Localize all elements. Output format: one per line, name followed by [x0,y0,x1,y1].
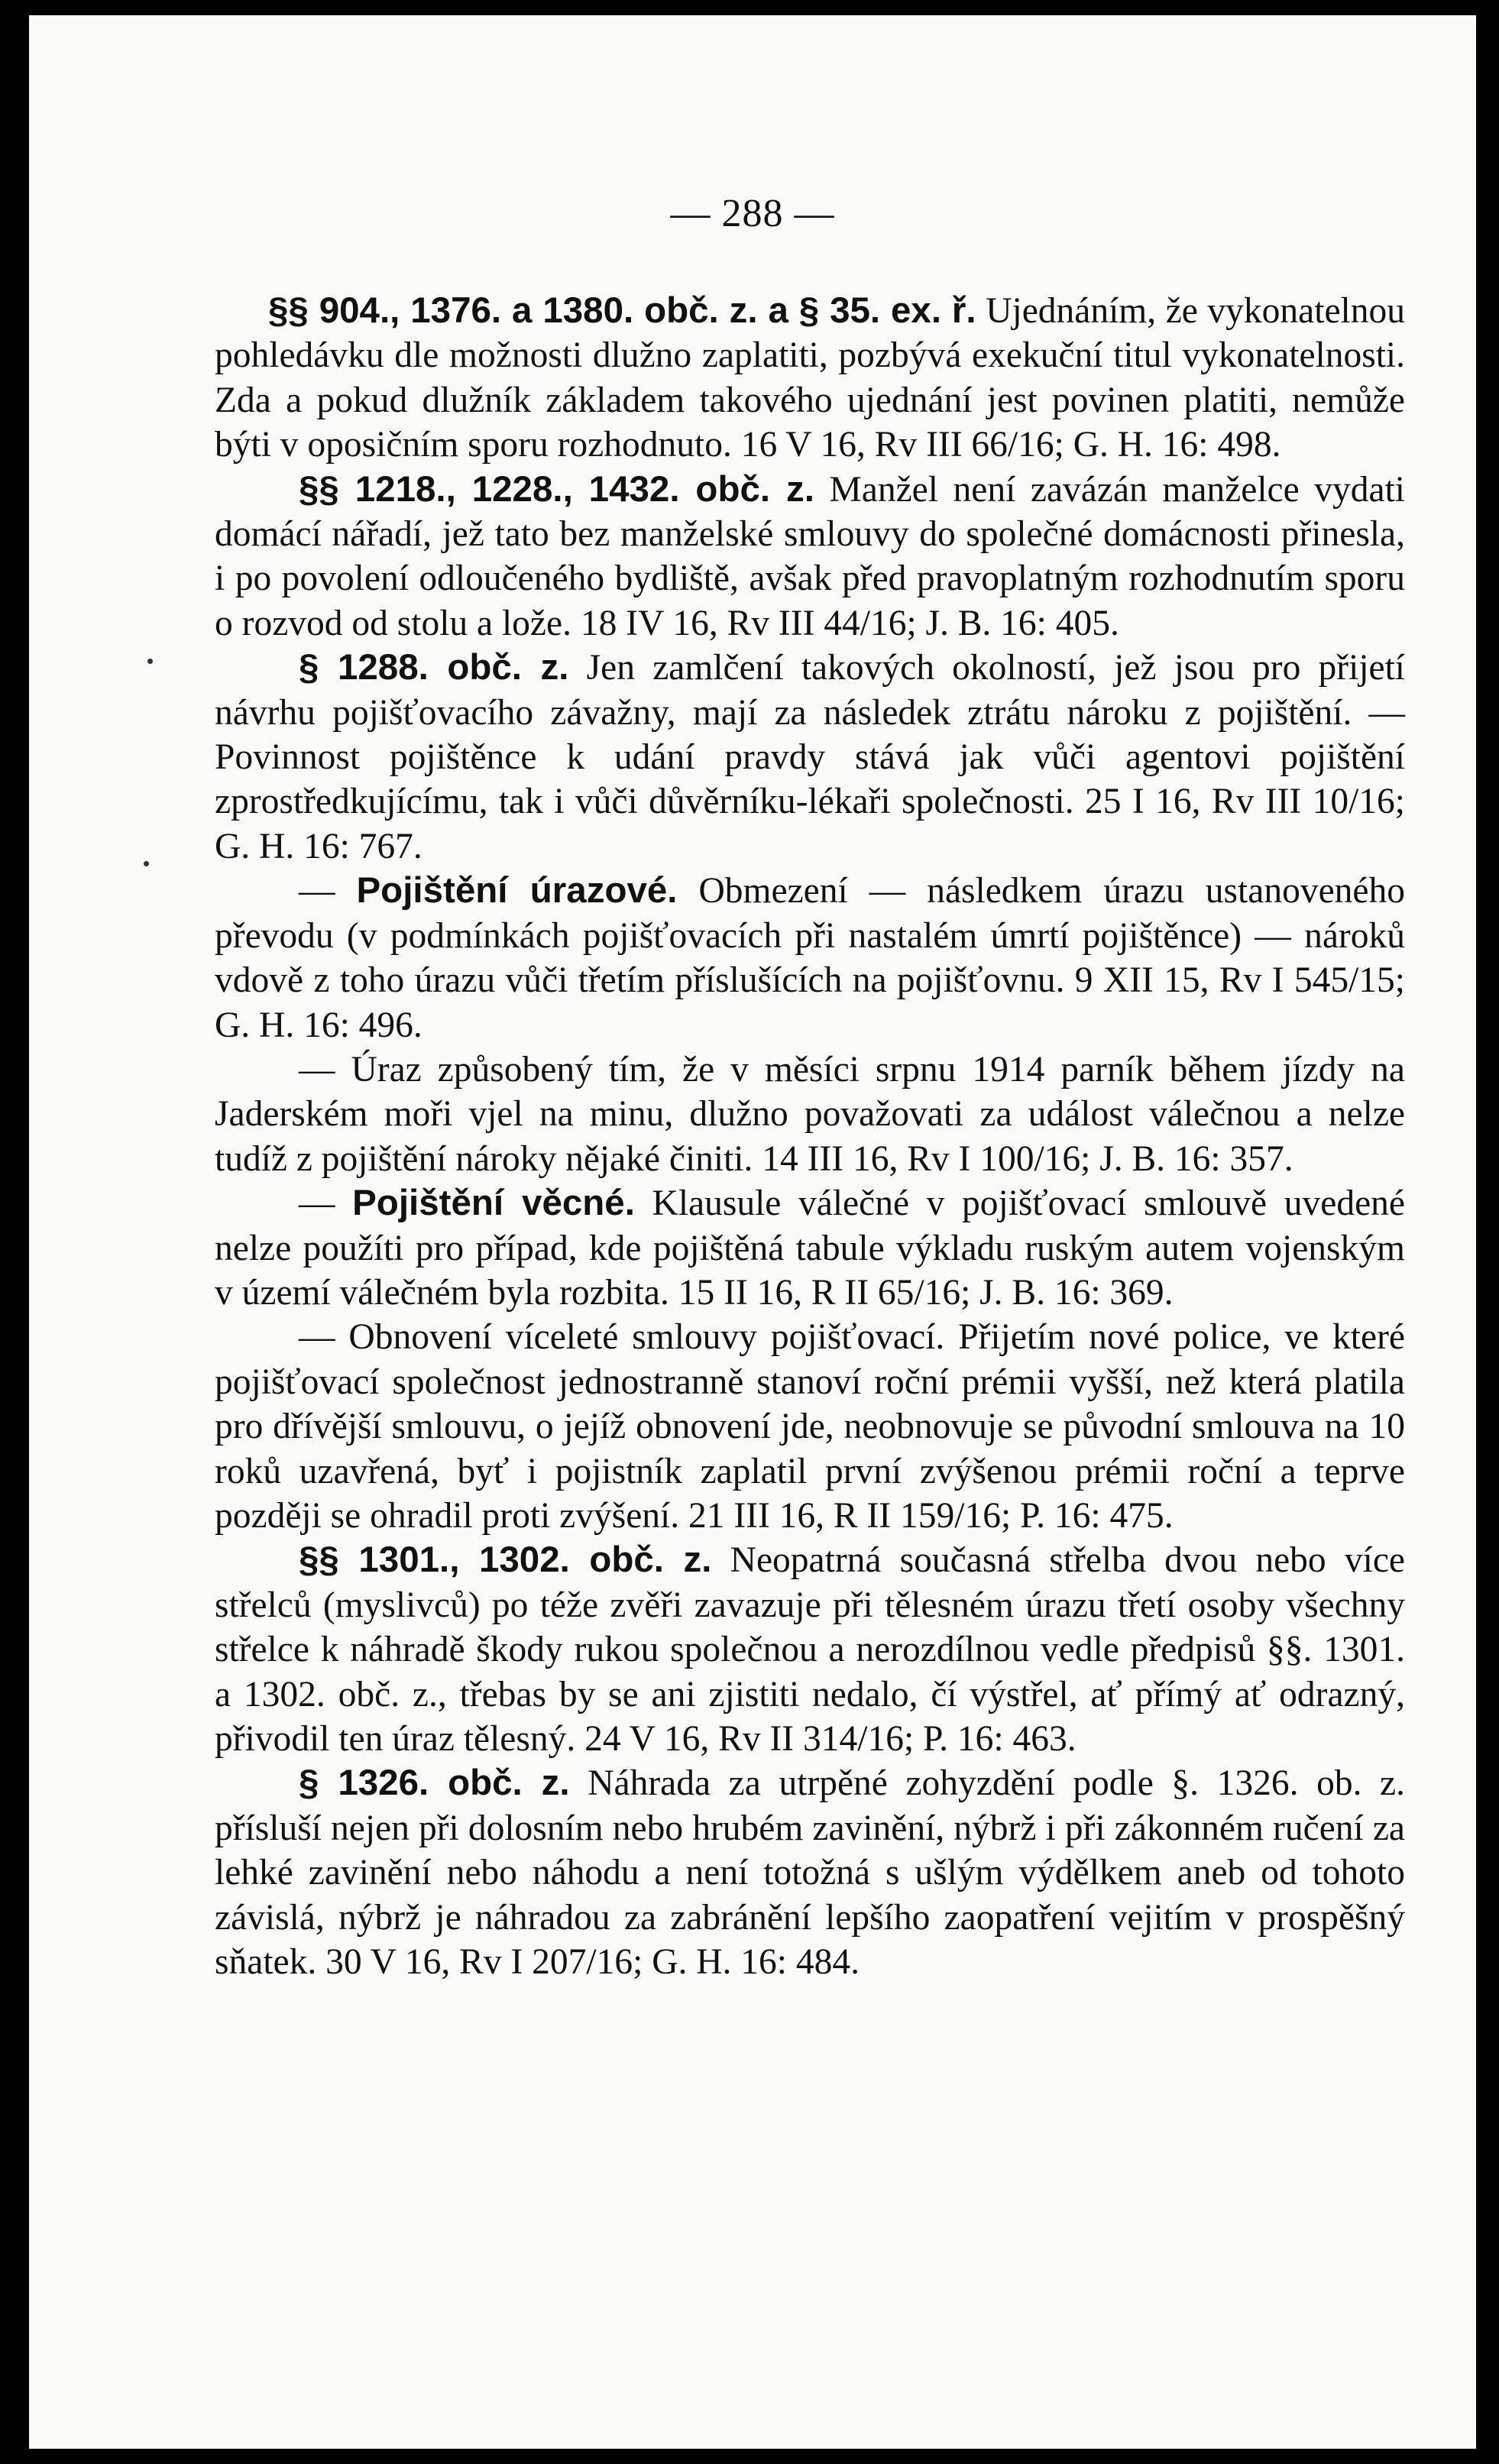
paragraph-lead: § 1288. obč. z. [299,647,569,688]
paragraph-text: Manžel není zavázán manželce vydati domácí nářadí, jež tato bez manželské smlouvy do společné domácnosti přinesla, i po povolení odloučeného bydliště, avšak před pravoplatným rozhodnutím sporu o rozvod od stolu a lože. 18 IV 16, Rv III 44/16; J. B. 16: 405. [215,469,1405,643]
paragraph-uraz-parnik [215,1047,1405,1181]
paragraph-lead: §§ 1218., 1228., 1432. obč. z. [299,468,814,510]
paragraph-text: — Obnovení víceleté smlouvy pojišťovací. Přijetím nové police, ve které pojišťovací společnost jednostranně stanoví roční prémii vyšší, než která platila pro dřívější smlouvu, o jejíž obnovení jde, neobnovuje se původní smlouva na 10 roků uzavřená, byť i pojistník zaplatil první zvýšenou prémii roční a teprve později se ohradil proti zvýšení. 21 III 16, R II 159/16; P. 16: 475. [215,1317,1405,1536]
paragraph-text: Klausule válečné v pojišťovací smlouvě uvedené nelze použíti pro případ, kde pojištěná tabule výkladu ruským autem vojenským v území válečném byla rozbita. 15 II 16, R II 65/16; J. B. 16: 369. [215,1183,1405,1313]
paragraph-text: Obmezení — následkem úrazu ustanoveného převodu (v podmínkách pojišťovacích při nastalém úmrtí pojištěnce) — nároků vdově z toho úrazu vůči třetím příslušících na pojišťovnu. 9 XII 15, Rv I 545/15; G. H. 16: 496. [215,871,1405,1045]
body-text [215,289,1405,1984]
paragraph-lead: §§ 904., 1376. a 1380. obč. z. a § 35. ex. ř. [268,290,976,331]
paragraph-title: Pojištění úrazové. [356,870,678,911]
paragraph-text: Neopatrná současná střelba dvou nebo více střelců (myslivců) po téže zvěři zavazuje při tělesném úrazu třetí osoby všechny střelce k náhradě škody rukou společnou a nerozdílnou vedle předpisů §§. 1301. a 1302. obč. z., třebas by se ani zjistiti nedalo, čí výstřel, ať přímý ať odrazný, přivodil ten úraz tělesný. 24 V 16, Rv II 314/16; P. 16: 463. [215,1540,1405,1759]
paragraph-pojisteni-urazove [215,869,1405,1047]
paragraph-1288 [215,646,1405,869]
paragraph-text: Ujednáním, že vykonatelnou pohledávku dle možnosti dlužno zaplatiti, pozbývá exekuční titul vykonatelnosti. Zda a pokud dlužník základem takového ujednání jest povinen platiti, nemůže býti v oposičním sporu rozhodnuto. 16 V 16, Rv III 66/16; G. H. 16: 498. [215,291,1405,465]
paragraph-1301 [215,1538,1405,1761]
paragraph-lead: §§ 1301., 1302. obč. z. [299,1540,712,1581]
paragraph-lead: § 1326. obč. z. [299,1763,570,1804]
paragraph-dash: — [299,871,357,911]
paragraph-1218 [215,468,1405,646]
paragraph-title: Pojištění věcné. [352,1183,635,1224]
paragraph-1326 [215,1761,1405,1984]
paragraph-obnoveni-smlouvy [215,1315,1405,1538]
paragraph-dash: — [299,1183,353,1224]
paragraph-904 [215,289,1405,468]
margin-dot [144,861,149,866]
page-number: — 288 — [670,192,835,235]
paragraph-pojisteni-vecne [215,1181,1405,1315]
margin-dot [147,659,153,664]
page [29,15,1476,2449]
paragraph-text: Jen zamlčení takových okolností, jež jsou pro přijetí návrhu pojišťovacího závažny, mají za následek ztrátu nároku z pojištění. — Povinnost pojištěnce k udání pravdy stává jak vůči agentovi pojištění zprostředkujícímu, tak i vůči důvěrníku-lékaři společnosti. 25 I 16, Rv III 10/16; G. H. 16: 767. [215,648,1405,866]
paragraph-text: Náhrada za utrpěné zohyzdění podle §. 1326. ob. z. přísluší nejen při dolosním nebo hrubém zavinění, nýbrž i při zákonném ručení za lehké zavinění nebo náhodu a není totožná s ušlým výdělkem aneb od tohoto závislá, nýbrž je náhradou za zabránění lepšího zaopatření vejitím v prospěšný sňatek. 30 V 16, Rv I 207/16; G. H. 16: 484. [215,1763,1405,1983]
paragraph-text: — Úraz způsobený tím, že v měsíci srpnu 1914 parník během jízdy na Jaderském moři vjel na minu, dlužno považovati za událost válečnou a nelze tudíž z pojištění nároky nějaké činiti. 14 III 16, Rv I 100/16; J. B. 16: 357. [215,1049,1405,1179]
